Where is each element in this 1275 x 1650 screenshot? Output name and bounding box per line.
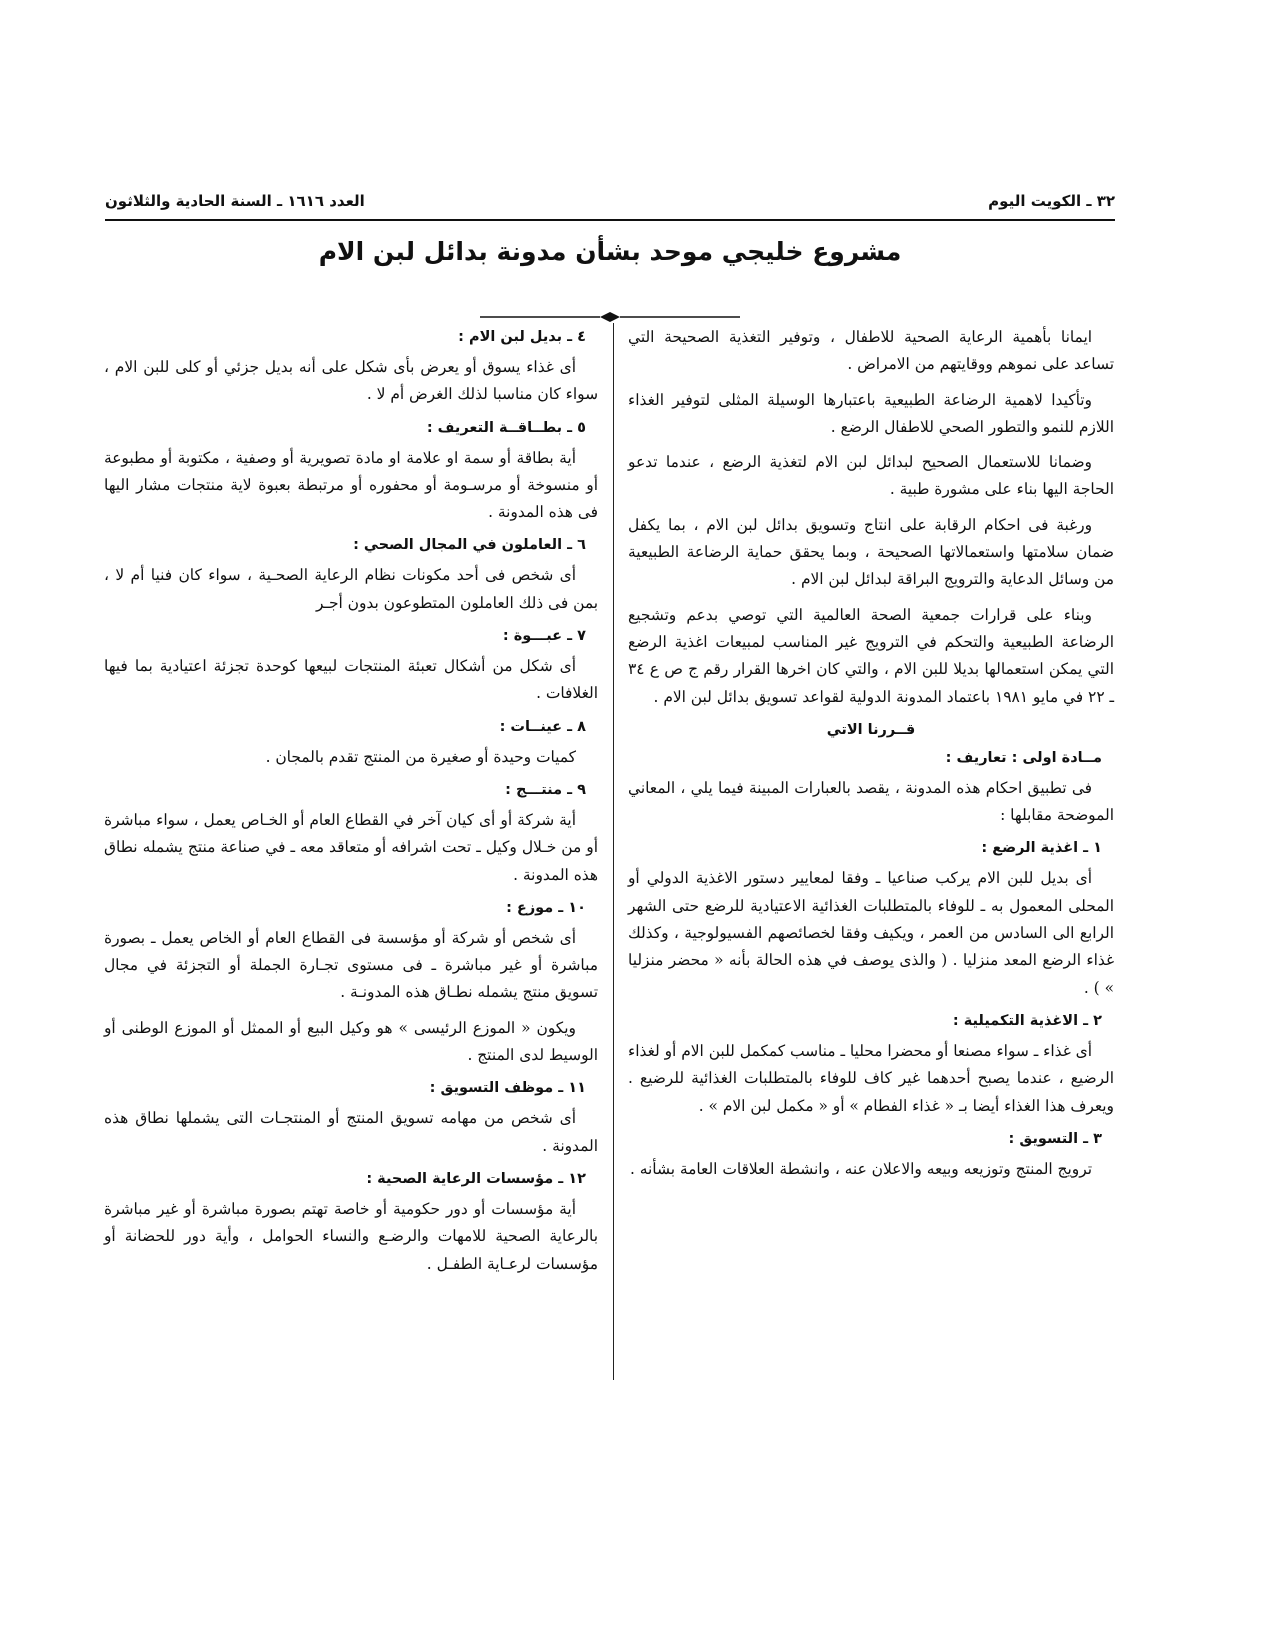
header-rule xyxy=(105,219,1115,221)
preamble-paragraph: وضمانا للاستعمال الصحيح لبدائل لبن الام لتغذية الرضع ، عندما تدعو الحاجة اليها بناء على مشورة طبية . xyxy=(628,453,1114,499)
definition-heading: ٢ ـ الاغذية التكميلية : xyxy=(952,1012,1102,1029)
definition-heading: ٤ ـ بديل لبن الام : xyxy=(458,329,586,345)
definition-text: أية شركة أو أى كيان آخر في القطاع العام أو الخـاص يعمل ، سواء مباشرة أو من خـلال وكيل ـ تحت اشرافه أو متعاقد معه ـ في صناعة منتج يشمله نطاق هذه المدونة . xyxy=(104,810,598,884)
definition-heading: ١٢ ـ مؤسسات الرعاية الصحية : xyxy=(366,1170,586,1187)
definition-heading: ٥ ـ بطــاقــة التعريف : xyxy=(426,419,586,436)
definition-text: كميات وحيدة أو صغيرة من المنتج تقدم بالمجان . xyxy=(265,747,576,766)
definition-text: أى شخص فى أحد مكونات نظام الرعاية الصحـية ، سواء كان فنيا أم لا ، بمن فى ذلك العاملون المتطوعون بدون أجـر xyxy=(104,566,598,612)
definition-heading: ٨ ـ عينــات : xyxy=(499,718,586,735)
definition-heading: ٩ ـ منتـــج : xyxy=(505,781,586,798)
definition-text: أى بديل للبن الام يركب صناعيا ـ وفقا لمعايير دستور الاغذية الدولي أو المحلى المعمول به ـ للوفاء بالمتطلبات الغذائية الاعتيادية للرضع حتى الشهر الرابع الى السادس من العمر ، ويكيف وفقا لخصائصهم الفسيولوجية ، وكذلك غذاء الرضع المعد منزليا . ( والذى يوصف في هذه الحالة بأنه « محضر منزليا » ) . xyxy=(628,869,1114,997)
definition-text: ويكون « الموزع الرئيسى » هو وكيل البيع أو الممثل أو الموزع الوطنى أو الوسيط لدى المنتج . xyxy=(104,1018,598,1065)
preamble-paragraph: وتأكيدا لاهمية الرضاعة الطبيعية باعتبارها الوسيلة المثلى لتوفير الغذاء اللازم للنمو والتطور الصحي للاطفال الرضع . xyxy=(628,390,1114,436)
definition-text: أية بطاقة أو سمة او علامة او مادة تصويرية أو وصفية ، مكتوبة أو مطبوعة أو منسوخة أو مرسـومة أو محفوره أو مرتبطة بعبوة لاية منتجات مشار اليها فى هذه المدونة . xyxy=(104,448,598,522)
definition-text: ترويج المنتج وتوزيعه وبيعه والاعلان عنه ، وانشطة العلاقات العامة بشأنه . xyxy=(629,1159,1092,1178)
preamble-paragraph: وبناء على قرارات جمعية الصحة العالمية التي توصي بدعم وتشجيع الرضاعة الطبيعية والتحكم في الترويج غير المناسب لمبيعات اغذية الرضع التي يمكن استعمالها بديلا للبن الام ، والتي كان اخرها القرار رقم ج ص ع ٣٤ ـ ٢٢ في مايو ١٩٨١ باعتماد المدونة الدولية لقواعد تسويق بدائل لبن الام . xyxy=(628,605,1114,706)
issue-label: العدد ١٦١٦ ـ السنة الحادية والثلاثون xyxy=(105,192,365,210)
definition-text: أى غذاء يسوق أو يعرض بأى شكل على أنه بديل جزئي أو كلى للبن الام ، سواء كان مناسبا لذلك الغرض أم لا . xyxy=(104,358,598,404)
preamble-paragraph: ورغبة فى احكام الرقابة على انتاج وتسويق بدائل لبن الام ، بما يكفل ضمان سلامتها واستعمالاتها الصحيحة ، وبما يحقق حماية الرضاعة الطبيعية من وسائل الدعاية والترويج البراقة لبدائل لبن الام . xyxy=(628,515,1114,589)
article-intro: فى تطبيق احكام هذه المدونة ، يقصد بالعبارات المبينة فيما يلي ، المعاني الموضحة مقابلها : xyxy=(628,778,1114,825)
definition-text: أى شكل من أشكال تعبئة المنتجات لبيعها كوحدة تجزئة اعتيادية بما فيها الغلافات . xyxy=(104,657,598,703)
definition-text: أى شخص من مهامه تسويق المنتج أو المنتجـات التى يشملها نطاق هذه المدونة . xyxy=(104,1109,598,1155)
column-divider xyxy=(613,323,614,1380)
definition-heading: ٧ ـ عبـــوة : xyxy=(502,628,586,645)
title-ornament xyxy=(480,311,740,323)
definition-heading: ١٠ ـ موزع : xyxy=(506,899,586,916)
article-heading: مــادة اولى : تعاريف : xyxy=(945,749,1102,766)
preamble-paragraph: ايمانا بأهمية الرعاية الصحية للاطفال ، وتوفير التغذية الصحيحة التي تساعد على نموهم ووقايتهم من الامراض . xyxy=(628,328,1114,374)
definition-heading: ١ ـ اغذية الرضع : xyxy=(981,840,1102,857)
definition-heading: ١١ ـ موظف التسويق : xyxy=(429,1080,586,1097)
definition-heading: ٦ ـ العاملون في المجال الصحي : xyxy=(353,537,586,554)
definition-text: أى شخص أو شركة أو مؤسسة فى القطاع العام أو الخاص يعمل ـ بصورة مباشرة أو غير مباشرة ـ فى مستوى تجـارة الجملة أو التجزئة في مجال تسويق منتج يشمله نطـاق هذه المدونـة . xyxy=(104,928,598,1002)
definition-heading: ٣ ـ التسويق : xyxy=(1008,1130,1102,1147)
left-column xyxy=(104,324,598,1286)
definition-text: أية مؤسسات أو دور حكومية أو خاصة تهتم بصورة مباشرة أو غير مباشرة بالرعاية الصحية للامهات والرضـع والنساء الحوامل ، وأية دور للحضانة أو مؤسسات لرعـاية الطفـل . xyxy=(104,1199,598,1273)
document-title: مشروع خليجي موحد بشأن مدونة بدائل لبن الام xyxy=(318,237,902,266)
right-column xyxy=(628,324,1114,1191)
decided-heading: قــررنا الاتي xyxy=(826,721,916,738)
definition-text: أى غذاء ـ سواء مصنعا أو محضرا محليا ـ مناسب كمكمل للبن الام أو لغذاء الرضيع ، عندما يصبح أحدهما غير كاف للوفاء بالمتطلبات الغذائية للرضيع . ويعرف هذا الغذاء أيضا بـ « غذاء الفطام » أو « مكمل لبن الام » . xyxy=(628,1041,1114,1115)
page-header xyxy=(105,188,1115,214)
page-label: ٣٢ ـ الكويت اليوم xyxy=(988,192,1115,210)
